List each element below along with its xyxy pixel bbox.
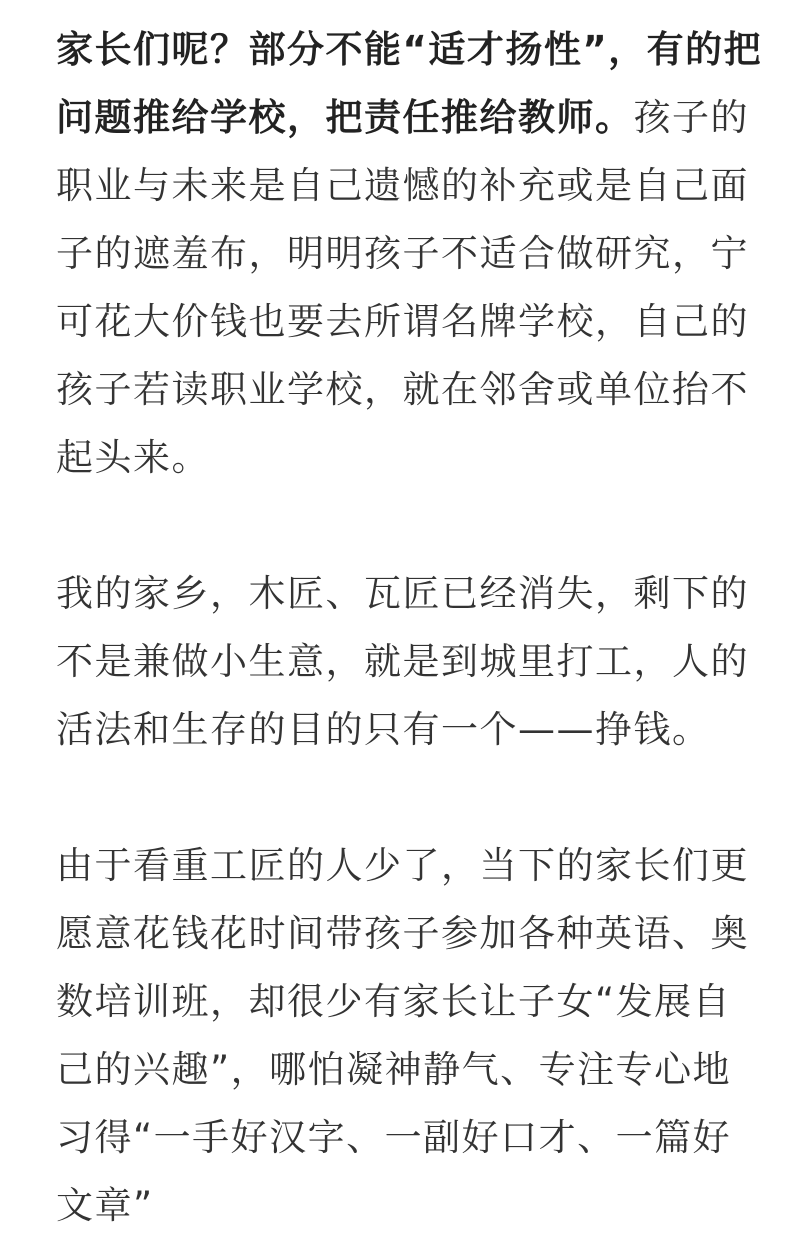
paragraph-parents: [56, 16, 763, 492]
body-text: 职业与未来是自己遗憾的补充或是自己面: [56, 164, 749, 207]
paragraph-craftsmen: [56, 832, 756, 1240]
article-body: [56, 16, 763, 1240]
text-line: [56, 424, 756, 492]
body-text: 孩子的: [633, 96, 749, 139]
text-line: [56, 16, 763, 84]
text-line: [56, 84, 756, 152]
bold-text: 问题推给学校，把责任推给教师。: [56, 96, 634, 139]
text-line: [56, 288, 756, 356]
body-text: 己的兴趣”，哪怕凝神静气、专注专心地: [56, 1048, 732, 1091]
text-line: [56, 152, 756, 220]
body-text: 子的遮羞布，明明孩子不适合做研究，宁: [56, 232, 749, 275]
body-text: 文章”: [56, 1184, 154, 1227]
text-line: [56, 1036, 756, 1104]
body-text: 我的家乡，木匠、瓦匠已经消失，剩下的: [56, 572, 749, 615]
text-line: [56, 560, 756, 628]
body-text: 孩子若读职业学校，就在邻舍或单位抬不: [56, 368, 749, 411]
body-text: 活法和生存的目的只有一个——挣钱。: [56, 708, 711, 751]
body-text: 起头来。: [56, 436, 210, 479]
paragraph-hometown: [56, 560, 756, 764]
body-text: 由于看重工匠的人少了，当下的家长们更: [56, 844, 749, 887]
text-line: [56, 1104, 756, 1172]
body-text: 习得“一手好汉字、一副好口才、一篇好: [56, 1116, 732, 1159]
body-text: 数培训班，却很少有家长让子女“发展自: [56, 980, 732, 1023]
body-text: 可花大价钱也要去所谓名牌学校，自己的: [56, 300, 749, 343]
text-line: [56, 628, 756, 696]
text-line: [56, 832, 756, 900]
body-text: 愿意花钱花时间带孩子参加各种英语、奥: [56, 912, 749, 955]
text-line: [56, 220, 756, 288]
text-line: [56, 1172, 756, 1240]
body-text: 不是兼做小生意，就是到城里打工，人的: [56, 640, 749, 683]
text-line: [56, 968, 756, 1036]
text-line: [56, 356, 756, 424]
text-line: [56, 696, 756, 764]
text-line: [56, 900, 756, 968]
bold-text: 家长们呢？部分不能“适才扬性”，有的把: [56, 28, 763, 71]
